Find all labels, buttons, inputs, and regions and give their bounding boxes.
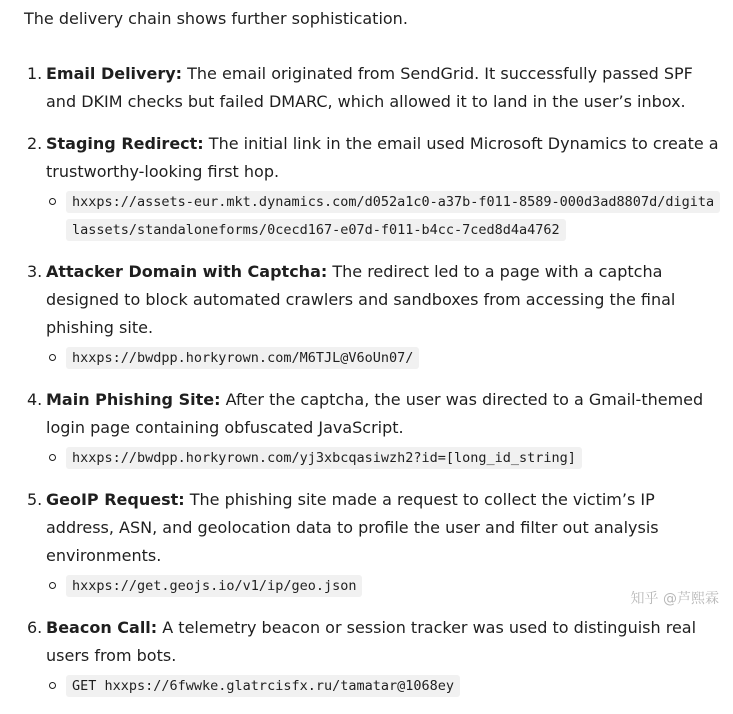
url-code: hxxps://assets-eur.mkt.dynamics.com/d052a1c0-a37b-f011-8589-000d3ad8807d/digitalassets/standaloneforms/0cecd167-e07d-f011-b4cc-7ced8d4a4762 <box>66 191 720 241</box>
list-item <box>0 130 733 244</box>
circle-bullet-icon <box>49 198 56 205</box>
step-number: 1. <box>27 64 43 83</box>
list-item <box>0 386 733 472</box>
url-code: hxxps://bwdpp.horkyrown.com/yj3xbcqasiwzh2?id=[long_id_string] <box>66 447 582 469</box>
step-title: Main Phishing Site: <box>46 390 221 409</box>
list-item <box>0 614 733 700</box>
step-number: 4. <box>27 390 43 409</box>
url-list <box>46 672 721 700</box>
step-title: Staging Redirect: <box>46 134 204 153</box>
delivery-chain-list <box>0 60 733 714</box>
url-list <box>46 572 721 600</box>
watermark: 知乎 @芦熙霖 <box>630 591 719 607</box>
step-title: GeoIP Request: <box>46 490 185 509</box>
step-title: Beacon Call: <box>46 618 158 637</box>
step-description: The redirect led to a page with a captcha designed to block automated crawlers and sandboxes from accessing the final phishing site. <box>46 262 676 337</box>
url-code: hxxps://bwdpp.horkyrown.com/M6TJL@V6oUn07/ <box>66 347 419 369</box>
intro-text: The delivery chain shows further sophistication. <box>24 9 408 28</box>
list-item <box>0 486 733 600</box>
url-code: GET hxxps://6fwwke.glatrcisfx.ru/tamatar@1068ey <box>66 675 460 697</box>
step-description: The phishing site made a request to collect the victim’s IP address, ASN, and geolocation data to profile the user and filter out analysis environments. <box>46 490 659 565</box>
circle-bullet-icon <box>49 682 56 689</box>
step-number: 6. <box>27 618 43 637</box>
url-item <box>46 188 721 244</box>
list-item <box>0 258 733 372</box>
url-item <box>46 572 721 600</box>
step-description: The initial link in the email used Microsoft Dynamics to create a trustworthy-looking first hop. <box>46 134 719 181</box>
step-number: 3. <box>27 262 43 281</box>
url-list <box>46 188 721 244</box>
step-description: The email originated from SendGrid. It successfully passed SPF and DKIM checks but failed DMARC, which allowed it to land in the user’s inbox. <box>46 64 693 111</box>
step-description: A telemetry beacon or session tracker was used to distinguish real users from bots. <box>46 618 697 665</box>
url-list <box>46 344 721 372</box>
step-title: Attacker Domain with Captcha: <box>46 262 328 281</box>
url-item <box>46 444 721 472</box>
step-number: 5. <box>27 490 43 509</box>
circle-bullet-icon <box>49 454 56 461</box>
url-item <box>46 344 721 372</box>
circle-bullet-icon <box>49 582 56 589</box>
step-description: After the captcha, the user was directed to a Gmail-themed login page containing obfuscated JavaScript. <box>46 390 704 437</box>
step-number: 2. <box>27 134 43 153</box>
url-item <box>46 672 721 700</box>
circle-bullet-icon <box>49 354 56 361</box>
url-list <box>46 444 721 472</box>
step-title: Email Delivery: <box>46 64 183 83</box>
list-item <box>0 60 733 116</box>
url-code: hxxps://get.geojs.io/v1/ip/geo.json <box>66 575 362 597</box>
